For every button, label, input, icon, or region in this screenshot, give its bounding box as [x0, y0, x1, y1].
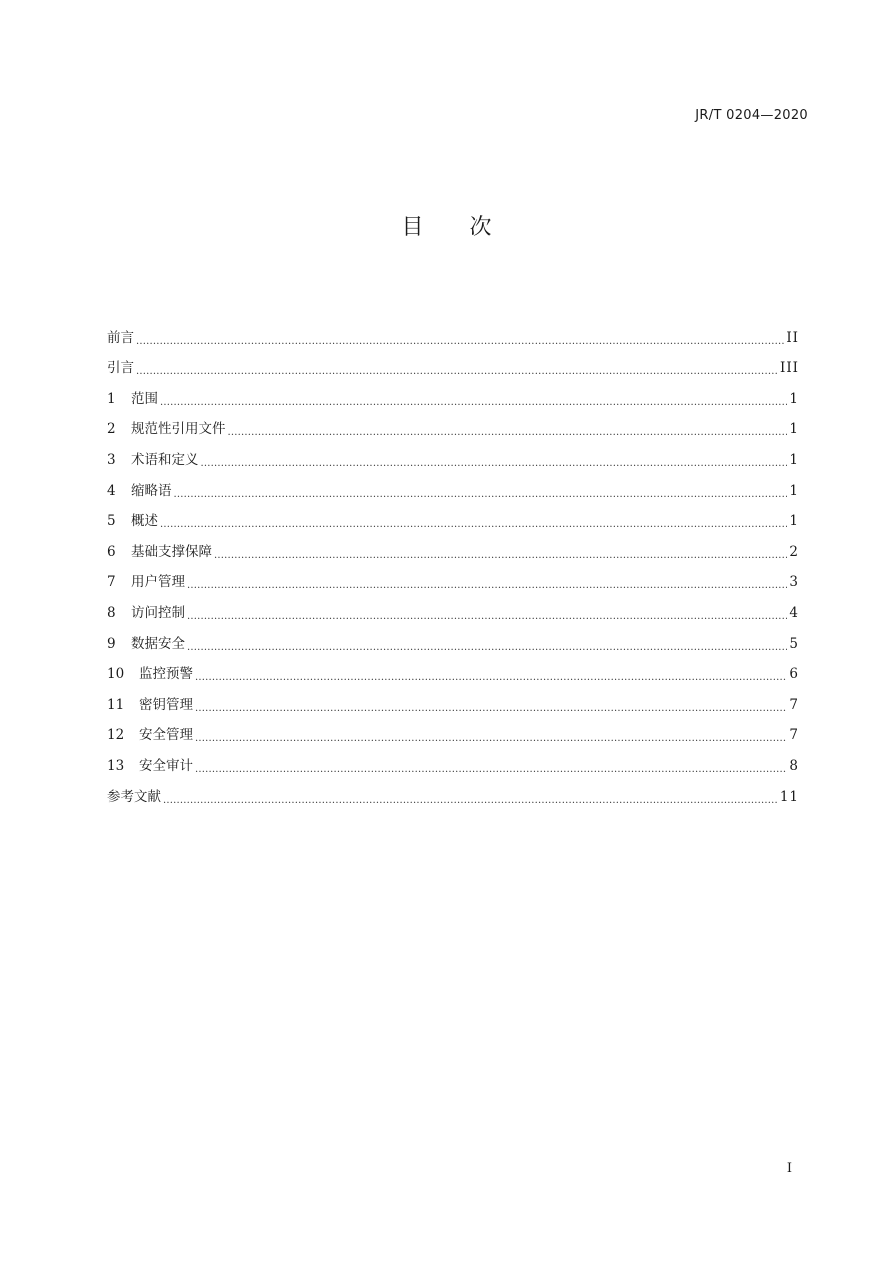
toc-entry-label: 前言	[107, 329, 134, 346]
toc-entry-number: 10	[107, 666, 125, 683]
toc-entry-page: 1	[789, 482, 799, 499]
toc-dot-leader	[195, 760, 787, 774]
toc-entry-number: 2	[107, 421, 116, 438]
toc-dot-leader	[187, 576, 787, 590]
toc-entry-label: 用户管理	[131, 574, 185, 591]
toc-entry-13[interactable]	[107, 743, 799, 774]
toc-entry-label: 密钥管理	[139, 696, 193, 713]
toc-entry-6[interactable]	[107, 529, 799, 560]
toc-entry-bibliography[interactable]	[107, 774, 799, 805]
toc-entry-2[interactable]	[107, 407, 799, 438]
toc-dot-leader	[195, 729, 787, 743]
toc-dot-leader	[160, 515, 787, 529]
toc-entry-page: 1	[789, 513, 799, 530]
toc-entry-3[interactable]	[107, 437, 799, 468]
toc-dot-leader	[187, 607, 787, 621]
toc-entry-9[interactable]	[107, 621, 799, 652]
toc-entry-11[interactable]	[107, 682, 799, 713]
toc-dot-leader	[160, 393, 787, 407]
toc-entry-label: 基础支撑保障	[131, 543, 212, 560]
toc-entry-label: 安全管理	[139, 727, 193, 744]
toc-entry-page: 1	[789, 421, 799, 438]
toc-entry-page: 8	[789, 757, 799, 774]
toc-dot-leader	[187, 638, 787, 652]
toc-entry-page: 11	[779, 788, 799, 805]
standard-code: JR/T 0204—2020	[695, 108, 808, 123]
page-number: I	[786, 1161, 792, 1176]
toc-entry-number: 4	[107, 482, 116, 499]
toc-dot-leader	[174, 485, 788, 499]
toc-entry-number: 1	[107, 390, 116, 407]
toc-entry-8[interactable]	[107, 590, 799, 621]
toc-entry-label: 术语和定义	[131, 451, 199, 468]
toc-dot-leader	[201, 454, 788, 468]
toc-entry-label: 监控预警	[139, 666, 193, 683]
toc-entry-introduction[interactable]	[107, 346, 799, 377]
toc-entry-5[interactable]	[107, 499, 799, 530]
toc-entry-page: 4	[789, 604, 799, 621]
toc-entry-page: 7	[789, 696, 799, 713]
toc-entry-1[interactable]	[107, 376, 799, 407]
toc-entry-number: 12	[107, 727, 125, 744]
toc-entry-label: 概述	[131, 513, 158, 530]
toc-entry-7[interactable]	[107, 560, 799, 591]
toc-dot-leader	[136, 332, 784, 346]
toc-entry-label: 访问控制	[131, 604, 185, 621]
toc-entry-12[interactable]	[107, 713, 799, 744]
toc-entry-label: 参考文献	[107, 788, 161, 805]
toc-entry-label: 引言	[107, 360, 134, 377]
toc-entry-number: 7	[107, 574, 116, 591]
page-title	[0, 210, 893, 241]
toc-entry-number: 8	[107, 604, 116, 621]
toc-entry-4[interactable]	[107, 468, 799, 499]
toc-entry-page: 7	[789, 727, 799, 744]
table-of-contents	[107, 315, 799, 805]
toc-entry-page: 2	[789, 543, 799, 560]
toc-entry-number: 13	[107, 757, 125, 774]
title-char-1: 目	[401, 215, 424, 240]
toc-dot-leader	[195, 699, 787, 713]
toc-entry-page: II	[786, 329, 799, 346]
toc-entry-number: 9	[107, 635, 116, 652]
toc-entry-10[interactable]	[107, 652, 799, 683]
toc-entry-page: 1	[789, 390, 799, 407]
toc-entry-page: 3	[789, 574, 799, 591]
toc-entry-label: 缩略语	[131, 482, 172, 499]
toc-entry-number: 5	[107, 513, 116, 530]
toc-dot-leader	[163, 791, 778, 805]
toc-entry-label: 数据安全	[131, 635, 185, 652]
toc-entry-number: 11	[107, 696, 125, 713]
toc-dot-leader	[195, 668, 787, 682]
toc-dot-leader	[214, 546, 787, 560]
toc-entry-page: III	[780, 360, 799, 377]
toc-entry-foreword[interactable]	[107, 315, 799, 346]
toc-entry-number: 6	[107, 543, 116, 560]
toc-dot-leader	[136, 362, 778, 376]
toc-entry-label: 安全审计	[139, 757, 193, 774]
toc-entry-label: 规范性引用文件	[131, 421, 226, 438]
title-char-2: 次	[469, 215, 492, 240]
toc-entry-page: 5	[789, 635, 799, 652]
toc-entry-number: 3	[107, 451, 116, 468]
toc-entry-page: 1	[789, 451, 799, 468]
toc-entry-page: 6	[789, 666, 799, 683]
toc-entry-label: 范围	[131, 390, 158, 407]
toc-dot-leader	[228, 423, 788, 437]
